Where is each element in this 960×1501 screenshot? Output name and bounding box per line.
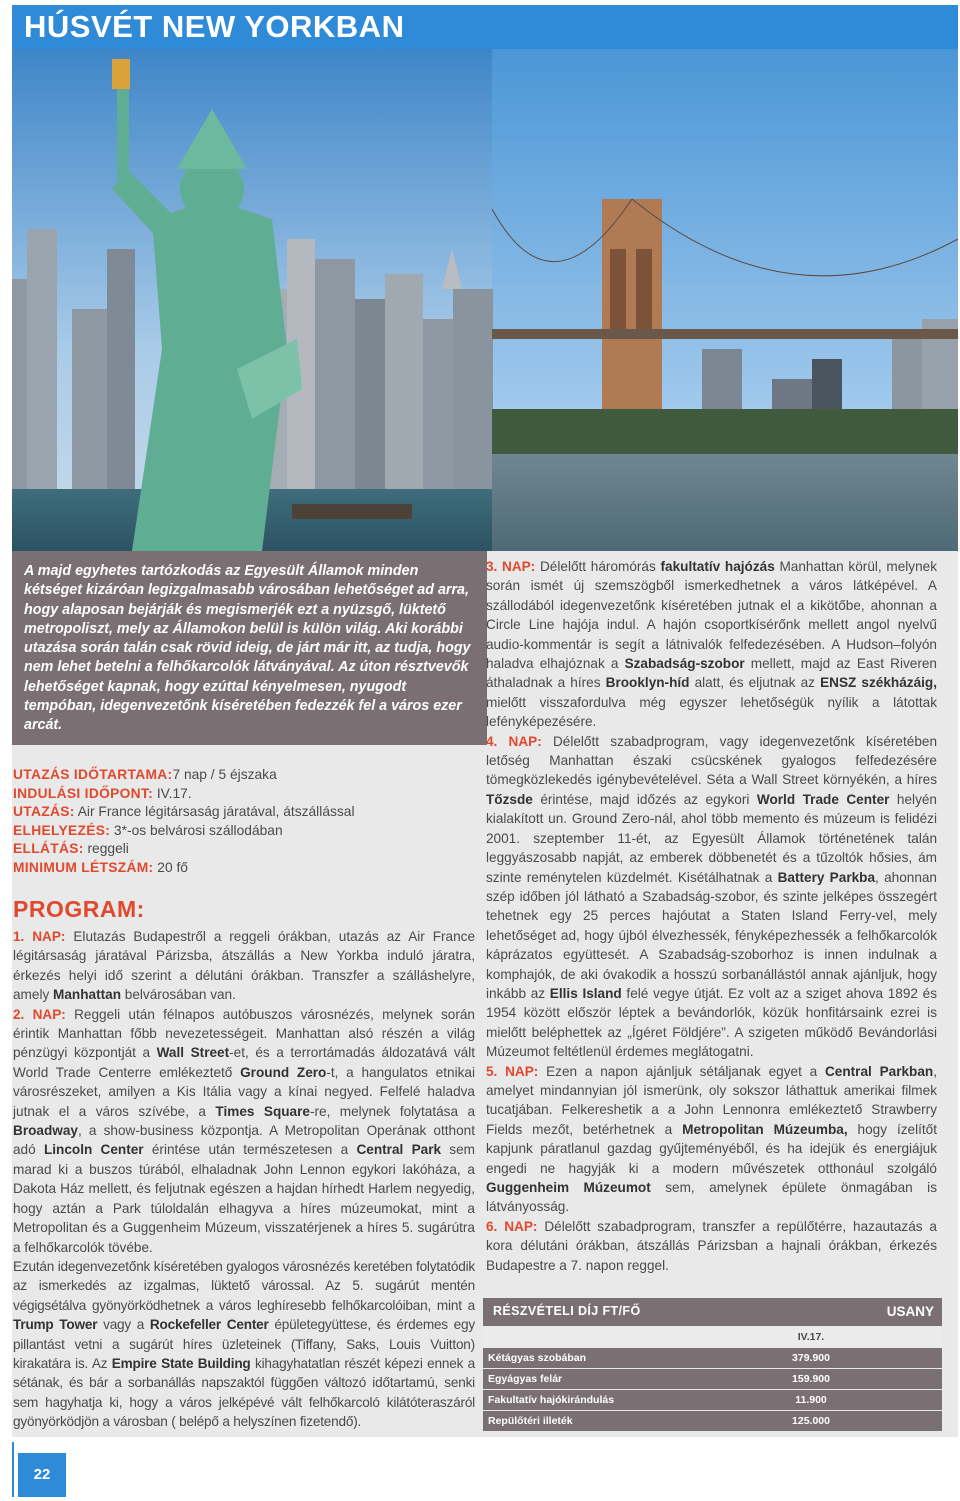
highlight: Empire State Building bbox=[111, 1355, 251, 1371]
fact-label: MINIMUM LÉTSZÁM: bbox=[13, 859, 154, 875]
day-text: mielőtt visszafordulva még egyszer lehetőségük nyílik a látottak lefényképezésére. bbox=[486, 694, 937, 730]
day-5 bbox=[486, 1062, 937, 1217]
fact-value: Air France légitársaság járatával, átszállással bbox=[74, 804, 355, 820]
price-label: Fakultatív hajókirándulás bbox=[488, 1394, 615, 1406]
fact-value: reggeli bbox=[83, 841, 129, 857]
hero-photo bbox=[12, 49, 958, 551]
price-value: 159.900 bbox=[792, 1373, 830, 1385]
day-text: Ezen a napon ajánljuk sétáljanak egyet a bbox=[538, 1063, 825, 1079]
day-4 bbox=[486, 732, 937, 1062]
highlight: Wall Street bbox=[156, 1045, 230, 1061]
day-label: 3. NAP: bbox=[486, 559, 536, 574]
price-label: Egyágyas felár bbox=[488, 1373, 563, 1385]
day-text: Délelőtt szabadprogram, vagy idegenvezetőnk kíséretében letőség Manhattan északi csücskének gyalogos felfedezésére tömegközlekedés igénybevételével. Séta a Wall Street környékén, a híres bbox=[486, 733, 938, 788]
title-bar bbox=[12, 5, 958, 49]
intro-box bbox=[12, 551, 487, 745]
day-3 bbox=[486, 557, 937, 732]
day-text: Manhattan körül, melynek során ismét új szemszögből ismerkedhetnek a város látképével. A szállodából idegenvezetőnk kíséretében jutnak el a kikötőbe, ahonnan a Circle Line hajója indul. A hajón csoportkísérőnk mellett angol nyelvű audio-kommentár is segít a látnivalók felfedezésében. A Hudson–folyón haladva elhajóznak a bbox=[486, 559, 938, 672]
highlight: Manhattan bbox=[53, 987, 122, 1003]
highlight: Guggenheim Múzeumot bbox=[486, 1180, 651, 1195]
page-number: 22 bbox=[18, 1453, 66, 1497]
day-text: sem marad ki a buszos túrából, elhaladnak John Lennon egykori lakóháza, a Dakota Ház mellett, és feljutnak egészen a hajdan hírhedt Harlem negyedig, hogy aztán a Park túloldalán elhagyva a híres múzeumokat, mint a Metropolitan és a Guggenheim Múzeum, visszatérjenek a híres 5. sugárútra a felhőkarcolók tövébe. bbox=[13, 1142, 475, 1255]
day-label: 6. NAP: bbox=[486, 1218, 538, 1234]
price-row bbox=[483, 1348, 942, 1368]
day-text: mellett, majd az East Riveren áthaladnak a híres bbox=[486, 656, 937, 691]
highlight: fakultatív hajózás bbox=[660, 559, 775, 574]
day-text: helyén kialakított un. Ground Zero-nál, ahol több memento és múzeum is felidézi 2001. szeptember 11-ét, az Egyesült Államok történetének talán leggyászosabb napját, az emberek döbbenetét és a tűzoltók hősies, ám szinte reménytelen küzdelmét. Kisétálhatnak a bbox=[486, 791, 937, 885]
day-text: , a show-business központja. A Metropolitan Operának otthont adó bbox=[13, 1123, 475, 1158]
day-text: alatt, és eljutnak az bbox=[689, 675, 821, 691]
fact-value: 20 fő bbox=[153, 859, 188, 875]
price-row bbox=[483, 1390, 942, 1410]
fact-duration bbox=[13, 766, 473, 785]
program-right-column bbox=[486, 557, 937, 1275]
price-header-destination: USANY bbox=[886, 1304, 934, 1319]
price-label: Repülőtéri illeték bbox=[488, 1415, 573, 1427]
day-text: sem, amelynek épülete önmagában is látványosság. bbox=[486, 1180, 937, 1215]
highlight: Central Park bbox=[356, 1142, 442, 1158]
day-text: , ahonnan szép időben jól látható a Szabadság-szobor, és szinte jelképes összegért tehetnek egy 25 perces hajóutat a Staten Island Ferry-vel, mely lehetőséget ad, hogy újból élvezhessék, fényképezhessék a felhőkarcolók káprázatos együttesét. A Szabadság-szoborhoz is innen indulnak a komphajók, de aki óvakodik a hosszú sorbanállástól annak ajánljuk, hogy inkább az bbox=[486, 869, 937, 1001]
fact-label: ELLÁTÁS: bbox=[13, 841, 84, 857]
day-text: -re, melynek folytatása a bbox=[309, 1103, 475, 1119]
highlight: Ground Zero bbox=[240, 1064, 327, 1080]
price-row bbox=[483, 1411, 942, 1431]
highlight: Szabadság-szobor bbox=[624, 656, 745, 672]
price-header-label: RÉSZVÉTELI DÍJ FT/FŐ bbox=[493, 1304, 641, 1318]
program-left-column bbox=[13, 927, 475, 1432]
price-value: 125.000 bbox=[792, 1415, 830, 1427]
day-text: Elutazás Budapestről a reggeli órákban, utazás az Air France légitársaság járatával Párizsba, átszállás a New Yorkba induló járatra, érkezés helyi idő szerint a délutáni órákban. Transzfer a szálláshelyre, amely bbox=[13, 929, 476, 1003]
highlight: Broadway bbox=[13, 1123, 78, 1139]
day-text: vagy a bbox=[97, 1317, 150, 1333]
price-row bbox=[483, 1369, 942, 1389]
highlight: Tőzsde bbox=[486, 791, 533, 807]
highlight: World Trade Center bbox=[756, 791, 890, 807]
fact-value: 3*-os belvárosi szállodában bbox=[110, 822, 283, 838]
day-text: Reggeli után félnapos autóbuszos városnézés, melynek során érintik Manhattan főbb nevezetességeit. Manhattan alsó részén a világ pénzügyi központját a bbox=[13, 1006, 475, 1061]
day-text: Délelőtt háromórás bbox=[535, 559, 661, 574]
highlight: Ellis Island bbox=[549, 985, 622, 1001]
fact-label: INDULÁSI IDŐPONT: bbox=[13, 785, 154, 801]
day-text: Ezután idegenvezetőnk kíséretében gyalogos városnézés keretében folytatódik az ismerkedés az izgalmas, lüktető várossal. Az 5. sugárút mentén végigsétálva gyönyörködhetnek a város leghíresebb felhőkarcolóiban, mint a bbox=[13, 1258, 475, 1313]
day-text: épületegyüttese, és érdemes egy pillantást vetni a sugárút híres üzleteinek (Tiffany, Saks, Louis Vuitton) kirakatára is. Az bbox=[13, 1317, 475, 1371]
fact-accommodation bbox=[13, 822, 473, 841]
day-label: 2. NAP: bbox=[13, 1006, 66, 1022]
day-text: érintése, majd időzés az egykori bbox=[532, 791, 757, 807]
fact-value: IV.17. bbox=[153, 785, 192, 801]
fact-label: UTAZÁS IDŐTARTAMA: bbox=[13, 767, 173, 782]
page-title: HÚSVÉT NEW YORKBAN bbox=[24, 9, 405, 44]
highlight: Brooklyn-híd bbox=[605, 675, 690, 691]
price-date: IV.17. bbox=[797, 1331, 825, 1343]
highlight: Rockefeller Center bbox=[149, 1317, 269, 1333]
day-text: felé vegye útját. Ez volt az a sziget ahova 1892 és 1954 között először léptek a bevándorlók, közük honfitársaink ezrei is mielőtt beléphettek az „Ígéret Földjére”. A szigeten működő Bevándorlási Múzeumot feltétlenül érdemes meglátogatni. bbox=[486, 985, 938, 1060]
price-table bbox=[483, 1298, 942, 1431]
highlight: Battery Parkba bbox=[777, 869, 876, 885]
highlight: ENSZ székházáig, bbox=[820, 675, 937, 691]
intro-text: A majd egyhetes tartózkodás az Egyesült Államok minden kétséget kizáróan legizgalmasabb városában lehetőséget ad arra, hogy alaposan bejárják és megismerjék ezt a nyüzsgő, lüktető metropoliszt, mely az Államokon belül is külön világ. Aki korábbi utazása során talán csak rövid ideig, de járt már itt, az tudja, hogy nem lehet betelni a felhőkarcolók látványával. Az úton résztvevők lehetőséget kapnak, hogy ezúttal kényelmesen, nyugodt tempóban, idegenvezetőnk kíséretében fedezzék fel a város ezer arcát. bbox=[24, 563, 471, 734]
fact-label: UTAZÁS: bbox=[13, 804, 75, 820]
page-edge-line bbox=[12, 1442, 14, 1497]
price-value: 379.900 bbox=[792, 1352, 830, 1364]
fact-travel bbox=[13, 803, 473, 822]
fact-value: 7 nap / 5 éjszaka bbox=[172, 767, 277, 782]
day-label: 4. NAP: bbox=[486, 733, 542, 749]
fact-meals bbox=[13, 840, 473, 859]
day-label: 1. NAP: bbox=[13, 929, 66, 944]
highlight: Trump Tower bbox=[13, 1317, 98, 1333]
new-york-skyline-image bbox=[12, 49, 958, 551]
day-text: érintése után természetesen a bbox=[143, 1142, 357, 1158]
day-text: hogy ízelítőt kapjunk páratlanul gazdag gyűjteményéből, és ha idejük és energiájuk engedi ne hagyják ki a modern művészetek otthonául szolgáló bbox=[486, 1121, 937, 1176]
price-label: Kétágyas szobában bbox=[488, 1352, 587, 1364]
day-text: -t, a hangulatos etnikai városrészeket, amilyen a Kis Itália vagy a kínai negyed. Felfelé haladva jutnak el a város szívébe, a bbox=[13, 1064, 475, 1119]
day-label: 5. NAP: bbox=[486, 1063, 539, 1079]
day-2-walk bbox=[13, 1257, 475, 1432]
fact-departure bbox=[13, 785, 473, 804]
highlight: Metropolitan Múzeumba, bbox=[682, 1121, 848, 1137]
day-6 bbox=[486, 1217, 937, 1275]
day-text: kihagyhatatlan részét képezi ennek a sétának, és bár a sorbanállás napszaktól függően változó időtartamú, senki sem hagyhatja ki, hogy a város jelképévé vált felhőkarcoló kilátóteraszáról gyönyörködjön a városban ( belépő a helyszínen fizetendő). bbox=[13, 1355, 475, 1430]
fact-label: ELHELYEZÉS: bbox=[13, 822, 111, 838]
program-title: PROGRAM: bbox=[13, 896, 145, 922]
day-text: , amelyet mindannyian jól ismerünk, oly sokszor láthattuk amerikai filmek tucatjában. Felkereshetik a a John Lennonra emlékeztető Strawberry Fields mezőt, betérhetnek a bbox=[486, 1063, 937, 1137]
price-value: 11.900 bbox=[795, 1394, 827, 1406]
price-table-header bbox=[483, 1298, 942, 1326]
highlight: Lincoln Center bbox=[43, 1142, 144, 1158]
day-1 bbox=[13, 927, 475, 1005]
day-2 bbox=[13, 1005, 475, 1257]
highlight: Times Square bbox=[215, 1103, 310, 1119]
day-text: Délelőtt szabadprogram, transzfer a repülőtérre, hazautazás a kora délutáni órákban, átszállás Párizsban a hajnali órákban, érkezés Budapestre a 7. napon reggel. bbox=[486, 1218, 937, 1273]
price-date-row bbox=[483, 1327, 942, 1347]
fact-minimum bbox=[13, 859, 473, 878]
trip-facts bbox=[13, 766, 473, 878]
highlight: Central Parkban bbox=[824, 1063, 934, 1079]
day-text: belvárosában van. bbox=[121, 987, 236, 1003]
day-text: -et, és a terrortámadás áldozatává vált World Trade Centerre emlékeztető bbox=[13, 1045, 475, 1080]
